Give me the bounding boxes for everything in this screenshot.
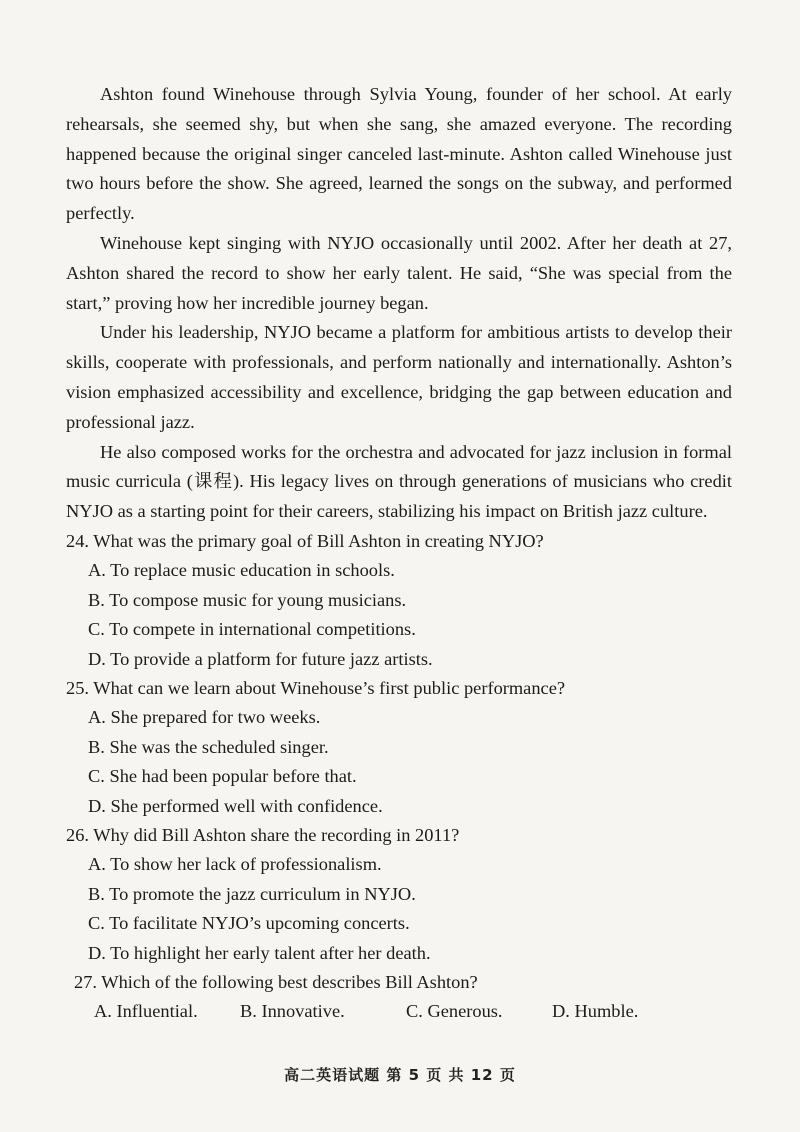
question-25-option-c: C. She had been popular before that.: [88, 766, 357, 787]
question-24-option-c: C. To compete in international competitions.: [88, 619, 416, 640]
question-26: [66, 821, 732, 968]
passage-paragraph-3: Under his leadership, NYJO became a platform for ambitious artists to develop their skills, cooperate with professionals, and perform nationally and internationally. Ashton’s vision emphasized accessibility and excellence, bridging the gap between education and professional jazz.: [66, 322, 732, 432]
page-footer: 高二英语试题 第 5 页 共 12 页: [284, 1066, 516, 1084]
question-26-stem: 26. Why did Bill Ashton share the recording in 2011?: [66, 825, 460, 846]
passage-paragraph-4: He also composed works for the orchestra and advocated for jazz inclusion in formal music curricula (课程). His legacy lives on through generations of musicians who credit NYJO as a starting point for their careers, stabilizing his impact on British jazz culture.: [66, 441, 732, 522]
question-26-option-d: D. To highlight her early talent after her death.: [88, 942, 431, 963]
question-25-option-a: A. She prepared for two weeks.: [88, 707, 321, 728]
passage-paragraph-2: Winehouse kept singing with NYJO occasionally until 2002. After her death at 27, Ashton shared the record to show her early talent. He said, “She was special from the start,” proving how her incredible journey began.: [66, 232, 732, 313]
question-27-option-a: A. Influential.: [94, 1001, 198, 1022]
question-25-stem: 25. What can we learn about Winehouse’s first public performance?: [66, 677, 566, 698]
question-26-option-b: B. To promote the jazz curriculum in NYJO.: [88, 883, 416, 904]
question-24-option-b: B. To compose music for young musicians.: [88, 589, 407, 610]
question-24: [66, 527, 732, 674]
question-27-stem: 27. Which of the following best describes Bill Ashton?: [74, 972, 478, 993]
question-24-stem: 24. What was the primary goal of Bill Ashton in creating NYJO?: [66, 530, 544, 551]
question-25-option-b: B. She was the scheduled singer.: [88, 736, 329, 757]
question-26-option-a: A. To show her lack of professionalism.: [88, 854, 382, 875]
question-27-option-c: C. Generous.: [406, 1001, 503, 1022]
question-27-options: [94, 997, 732, 1026]
question-25-option-d: D. She performed well with confidence.: [88, 795, 383, 816]
passage-paragraph-1: Ashton found Winehouse through Sylvia Young, founder of her school. At early rehearsals, she seemed shy, but when she sang, she amazed everyone. The recording happened because the original singer canceled last-minute. Ashton called Winehouse just two hours before the show. She agreed, learned the songs on the subway, and performed perfectly.: [66, 84, 732, 224]
question-24-option-d: D. To provide a platform for future jazz artists.: [88, 648, 433, 669]
question-27: [66, 968, 732, 1027]
question-27-option-b: B. Innovative.: [240, 1001, 345, 1022]
question-25: [66, 674, 732, 821]
question-24-option-a: A. To replace music education in schools.: [88, 560, 395, 581]
question-26-option-c: C. To facilitate NYJO’s upcoming concerts.: [88, 913, 410, 934]
question-27-option-d: D. Humble.: [552, 1001, 639, 1022]
exam-page: [66, 80, 732, 1027]
